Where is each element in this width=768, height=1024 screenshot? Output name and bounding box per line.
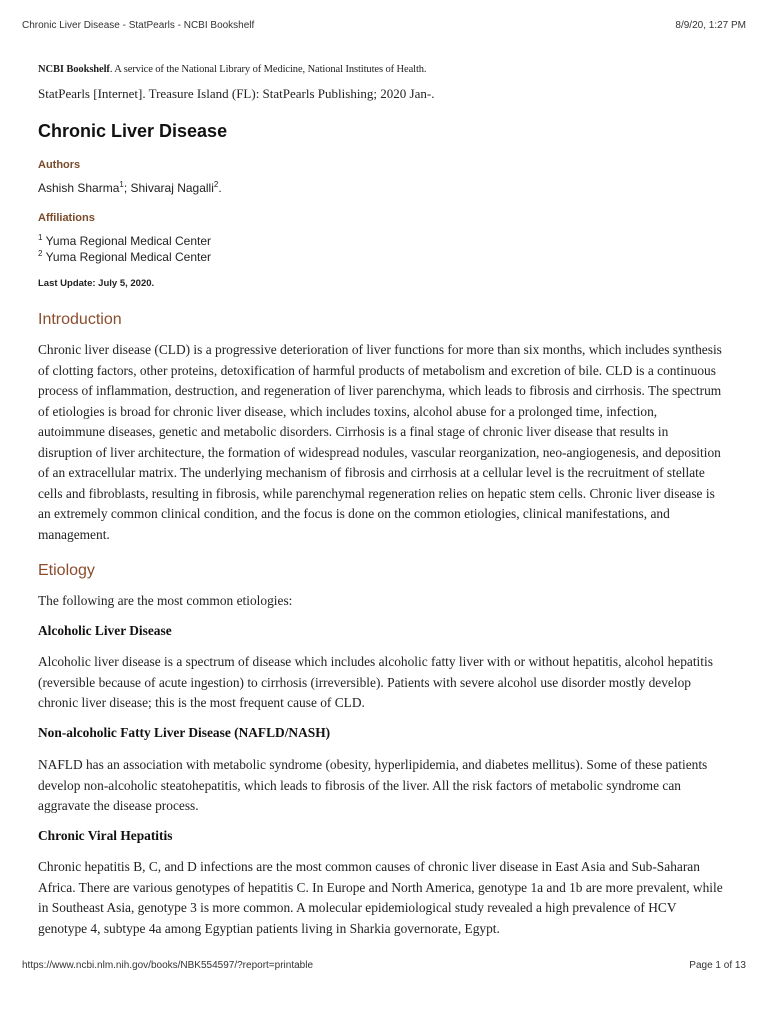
nafld-paragraph: NAFLD has an association with metabolic syndrome (obesity, hyperlipidemia, and diabetes mellitus). Some of these patients develop non-alcoholic steatohepatitis, which leads to fibrosis of the liver. All the risk factors of metabolic syndrome can aggravate the disease process.	[38, 757, 708, 813]
citation: StatPearls [Internet]. Treasure Island (FL): StatPearls Publishing; 2020 Jan-.	[38, 86, 435, 101]
alcoholic-paragraph: Alcoholic liver disease is a spectrum of disease which includes alcoholic fatty liver with or without hepatitis, alcohol hepatitis (reversible because of acute ingestion) to cirrhosis (irreversible). Patients with severe alcohol use disorder mostly develop chronic liver disease; this is the most frequent cause of CLD.	[38, 654, 713, 710]
viral-hepatitis-paragraph: Chronic hepatitis B, C, and D infections are the most common causes of chronic liver disease in East Asia and Sub-Saharan Africa. There are various genotypes of hepatitis C. In Europe and North America, genotype 1a and 1b are more prevalent, while in Southeast Asia, genotype 3 is more common. A molecular epidemiological study revealed a high prevalence of HCV genotype 4, subtype 4a among Egyptian patients living in Sharkia governorate, Egypt.	[38, 859, 723, 936]
affiliation-name: Yuma Regional Medical Center	[45, 250, 211, 264]
print-url[interactable]: https://www.ncbi.nlm.nih.gov/books/NBK554597/?report=printable	[22, 960, 314, 971]
affiliation-item	[38, 249, 211, 264]
bookshelf-notice-text: . A service of the National Library of Medicine, National Institutes of Health.	[109, 64, 427, 75]
bookshelf-notice	[38, 64, 426, 75]
subheading-chronic-viral-hepatitis: Chronic Viral Hepatitis	[38, 828, 173, 843]
affiliation-number: 1	[38, 233, 43, 242]
affiliations-label: Affiliations	[38, 212, 95, 224]
section-heading-etiology: Etiology	[38, 562, 95, 579]
authors-list	[38, 180, 222, 195]
affiliation-item	[38, 233, 211, 248]
authors-label: Authors	[38, 159, 81, 171]
print-datetime: 8/9/20, 1:27 PM	[675, 20, 746, 31]
subheading-nafld: Non-alcoholic Fatty Liver Disease (NAFLD/NASH)	[38, 725, 331, 740]
affiliation-number: 2	[38, 249, 43, 258]
last-update: Last Update: July 5, 2020.	[38, 278, 155, 289]
author-separator: ;	[123, 181, 131, 195]
page-title: Chronic Liver Disease	[38, 121, 228, 141]
print-page-title: Chronic Liver Disease - StatPearls - NCBI Bookshelf	[22, 20, 255, 31]
page-number: Page 1 of 13	[689, 960, 746, 971]
author-name[interactable]: Ashish Sharma	[38, 181, 120, 195]
section-heading-introduction: Introduction	[38, 311, 122, 328]
author-separator: .	[218, 181, 222, 195]
introduction-paragraph: Chronic liver disease (CLD) is a progressive deterioration of liver functions for more than six months, which includes synthesis of clotting factors, other proteins, detoxification of harmful products of metabolism and excretion of bile. CLD is a continuous process of inflammation, destruction, and regeneration of liver parenchyma, which leads to fibrosis and cirrhosis. The spectrum of etiologies is broad for chronic liver disease, which includes toxins, alcohol abuse for a prolonged time, infection, autoimmune diseases, genetic and metabolic disorders. Cirrhosis is a final stage of chronic liver disease that results in disruption of liver architecture, the formation of widespread nodules, vascular reorganization, neo-angiogenesis, and deposition of an extracellular matrix. The underlying mechanism of fibrosis and cirrhosis at a cellular level is the recruitment of stellate cells and fibroblasts, resulting in fibrosis, while parenchymal regeneration relies on hepatic stem cells. Chronic liver disease is an extremely common clinical condition, and the focus is done on the common etiologies, clinical manifestations, and management.	[38, 342, 722, 542]
affiliation-name: Yuma Regional Medical Center	[45, 234, 211, 248]
etiology-intro: The following are the most common etiologies:	[38, 593, 293, 608]
subheading-alcoholic-liver-disease: Alcoholic Liver Disease	[38, 623, 172, 638]
author-affiliation-ref[interactable]: 2	[213, 180, 219, 189]
author-name[interactable]: Shivaraj Nagalli	[130, 181, 214, 195]
author-affiliation-ref[interactable]: 1	[119, 180, 124, 189]
bookshelf-name[interactable]: NCBI Bookshelf	[38, 64, 110, 75]
